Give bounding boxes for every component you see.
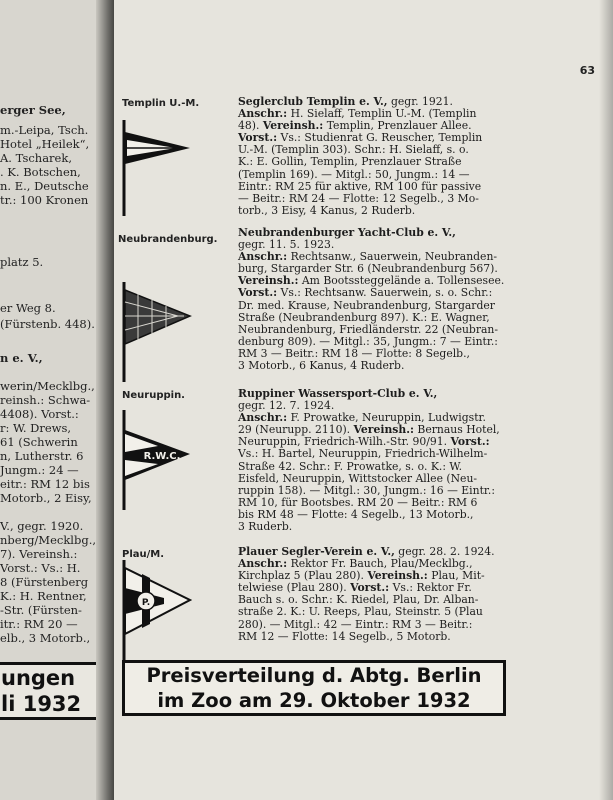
entry-text: Vs.: H. Bartel, Neuruppin, Friedrich-Wilhelm- [238, 447, 488, 461]
entry-text-line [238, 205, 600, 217]
club-entry-neubrandenburg [238, 227, 600, 372]
field-label: Anschr.: [238, 250, 288, 264]
pennant-flag-icon-neubrandenburg [118, 282, 192, 382]
entry-text: Dr. med. Krause, Neubrandenburg, Stargarder [238, 298, 495, 312]
page-number: 63 [579, 64, 595, 77]
field-label: Anschr.: [238, 107, 288, 121]
entry-text: Eintr.: RM 25 für aktive, RM 100 für passive [238, 179, 482, 193]
field-label: Anschr.: [238, 411, 288, 425]
entry-text: U.-M. (Templin 303). Schr.: H. Sielaff, s. o. [238, 143, 469, 157]
left-page-text-line: elb., 3 Motorb., [0, 631, 91, 645]
entry-text: 3 Ruderb. [238, 520, 293, 534]
entry-text: Vs.: Studienrat G. Reuscher, Templin [277, 131, 483, 145]
place-label-plau: Plau/M. [122, 549, 165, 560]
left-page-text-line: m.-Leipa, Tsch. [0, 123, 89, 137]
pennant-flag-icon-neuruppin [118, 410, 192, 510]
entry-text: Rechtsanw., Sauerwein, Neubranden- [287, 250, 498, 264]
entry-text: Eisfeld, Neuruppin, Wittstocker Allee (Neu- [238, 471, 478, 485]
pennant-flag-icon-plau [118, 560, 192, 660]
prize-announcement-banner [122, 660, 506, 716]
entry-text: gegr. 11. 5. 1923. [238, 238, 335, 252]
field-label: Anschr.: [238, 557, 288, 571]
entry-text: Bauch s. o. Schr.: K. Riedel, Plau, Dr. Alban- [238, 593, 479, 607]
club-name: Plauer Segler-Verein e. V., [238, 545, 395, 558]
left-page-text-line: n. E., Deutsche [0, 179, 89, 193]
entry-text: Templin, Prenzlauer Allee. [323, 119, 472, 133]
left-page-text-line: r: W. Drews, [0, 421, 72, 435]
left-page-text-line: A. Tscharek, [0, 151, 72, 165]
entry-text: F. Prowatke, Neuruppin, Ludwigstr. [287, 411, 486, 425]
club-entry-neuruppin [238, 388, 600, 533]
left-page-text-line: itr.: RM 20 — [0, 617, 78, 631]
field-label: Vorst.: [238, 286, 278, 300]
entry-text: bis RM 48 — Flotte: 4 Segelb., 13 Motorb., [238, 507, 474, 521]
entry-text: denburg 809). — Mitgl.: 35, Jungm.: 7 — Eintr.: [238, 334, 498, 348]
flag-label-rwc: R.W.C. [143, 451, 181, 462]
field-label: Vereinsh.: [353, 423, 414, 437]
left-page-text-line: 8 (Fürstenberg [0, 575, 89, 589]
entry-text: 280). — Mitgl.: 42 — Eintr.: RM 3 — Beitr.: [238, 617, 473, 631]
left-page-text-line: nberg/Mecklbg., [0, 533, 97, 547]
left-page-banner [0, 662, 108, 720]
entry-text: gegr. 12. 7. 1924. [238, 399, 335, 413]
entry-text: Plau, Mit- [427, 569, 485, 583]
field-label: Vorst.: [350, 581, 390, 595]
left-page-text-line: 61 (Schwerin [0, 435, 78, 449]
left-page-text-line: . K. Botschen, [0, 165, 81, 179]
left-page-text-line: er Weg 8. [0, 301, 56, 315]
entry-text: 48). [238, 119, 263, 133]
left-page-text-line: n e. V., [0, 351, 43, 365]
entry-text: Kirchplaz 5 (Plau 280). [238, 569, 368, 583]
entry-text: RM 12 — Flotte: 14 Segelb., 5 Motorb. [238, 629, 451, 643]
left-page-text-line: Vorst.: Vs.: H. [0, 561, 81, 575]
club-name: Neubrandenburger Yacht-Club e. V., [238, 226, 456, 239]
left-page-banner-line: ungen [1, 666, 76, 690]
left-page-text-line: -Str. (Fürsten- [0, 603, 82, 617]
entry-text: gegr. 1921. [387, 95, 453, 108]
club-entry-templin [238, 96, 600, 217]
entry-text: 29 (Neurupp. 2110). [238, 423, 354, 437]
club-name: Seglerclub Templin e. V., [238, 95, 388, 108]
left-page-banner-line: li 1932 [1, 692, 82, 716]
entry-text: K.: E. Gollin, Templin, Prenzlauer Straße [238, 155, 462, 169]
entry-text: 3 Motorb., 6 Kanus, 4 Ruderb. [238, 359, 405, 373]
flag-label-plau: P. [141, 598, 151, 608]
field-label: Vereinsh.: [238, 274, 299, 288]
field-label: Vereinsh.: [262, 119, 324, 133]
entry-text: Neubrandenburg, Friedländerstr. 22 (Neubran- [238, 322, 499, 336]
entry-text: Straße 42. Schr.: F. Prowatke, s. o. K.: W. [238, 459, 463, 473]
left-page-text-line: K.: H. Rentner, [0, 589, 87, 603]
entry-text: Vs.: Rektor Fr. [389, 581, 472, 595]
entry-text: Vs.: Rechtsanw. Sauerwein, s. o. Schr.: [277, 286, 493, 300]
entry-text: straße 2. K.: U. Reeps, Plau, Steinstr. 5 (Plau [238, 605, 483, 619]
entry-text: RM 3 — Beitr.: RM 18 — Flotte: 8 Segelb., [238, 346, 470, 360]
club-entry-plau [238, 546, 600, 643]
entry-text: telwiese (Plau 280). [238, 581, 351, 595]
prize-banner-line-2: im Zoo am 29. Oktober 1932 [157, 689, 471, 712]
left-page-text-line: platz 5. [0, 255, 44, 269]
place-label-templin: Templin U.-M. [122, 98, 200, 109]
place-label-neuruppin: Neuruppin. [122, 390, 185, 401]
left-page-text-line: tr.: 100 Kronen [0, 193, 89, 207]
left-page-text-line: eitr.: RM 12 bis [0, 477, 90, 491]
left-page-text-line: V., gegr. 1920. [0, 519, 84, 533]
left-page-text-line: n, Lutherstr. 6 [0, 449, 84, 463]
entry-text: Am Bootssteggelände a. Tollensesee. [298, 274, 505, 288]
entry-text: burg, Stargarder Str. 6 (Neubrandenburg 567). [238, 262, 498, 276]
entry-text-line [238, 509, 600, 521]
prize-banner-line-1: Preisverteilung d. Abtg. Berlin [146, 664, 482, 687]
field-label: Vereinsh.: [367, 569, 428, 583]
left-page-text-line: (Fürstenb. 448). [0, 317, 95, 331]
entry-text: torb., 3 Eisy, 4 Kanus, 2 Ruderb. [238, 203, 416, 217]
entry-text: Straße (Neubrandenburg 897). K.: E. Wagner, [238, 310, 490, 324]
club-name: Ruppiner Wassersport-Club e. V., [238, 387, 438, 400]
left-page-text-line: reinsh.: Schwa- [0, 393, 91, 407]
pennant-flag-icon-templin [118, 118, 192, 218]
left-page-text-line: 4408). Vorst.: [0, 407, 79, 421]
left-page-text-line: erger See, [0, 103, 66, 117]
entry-text-line [238, 360, 600, 372]
entry-text: ruppin 158). — Mitgl.: 30, Jungm.: 16 — Eintr.: [238, 483, 495, 497]
entry-text: — Beitr.: RM 24 — Flotte: 12 Segelb., 3 Mo- [238, 191, 479, 205]
entry-text: (Templin 169). — Mitgl.: 50, Jungm.: 14 — [238, 167, 470, 181]
field-label: Vorst.: [450, 435, 490, 449]
entry-text: RM 10, für Bootsbes. RM 20 — Beitr.: RM 6 [238, 495, 478, 509]
left-page-text-line: Jungm.: 24 — [0, 463, 79, 477]
entry-text-line [238, 631, 600, 643]
entry-text: Bernaus Hotel, [413, 423, 500, 437]
entry-text: Rektor Fr. Bauch, Plau/Mecklbg., [287, 557, 473, 571]
left-page-text-line: Motorb., 2 Eisy, [0, 491, 92, 505]
entry-text: Neuruppin, Friedrich-Wilh.-Str. 90/91. [238, 435, 451, 449]
field-label: Vorst.: [238, 131, 278, 145]
entry-text-line [238, 521, 600, 533]
left-page-text-line: werin/Mecklbg., [0, 379, 95, 393]
entry-text: gegr. 28. 2. 1924. [394, 545, 495, 558]
entry-text: H. Sielaff, Templin U.-M. (Templin [287, 107, 477, 121]
left-page-text-line: Hotel „Heilek“, [0, 137, 90, 151]
left-page-text-line: 7). Vereinsh.: [0, 547, 78, 561]
right-page [114, 0, 613, 800]
place-label-neubrandenburg: Neubrandenburg. [118, 234, 218, 245]
